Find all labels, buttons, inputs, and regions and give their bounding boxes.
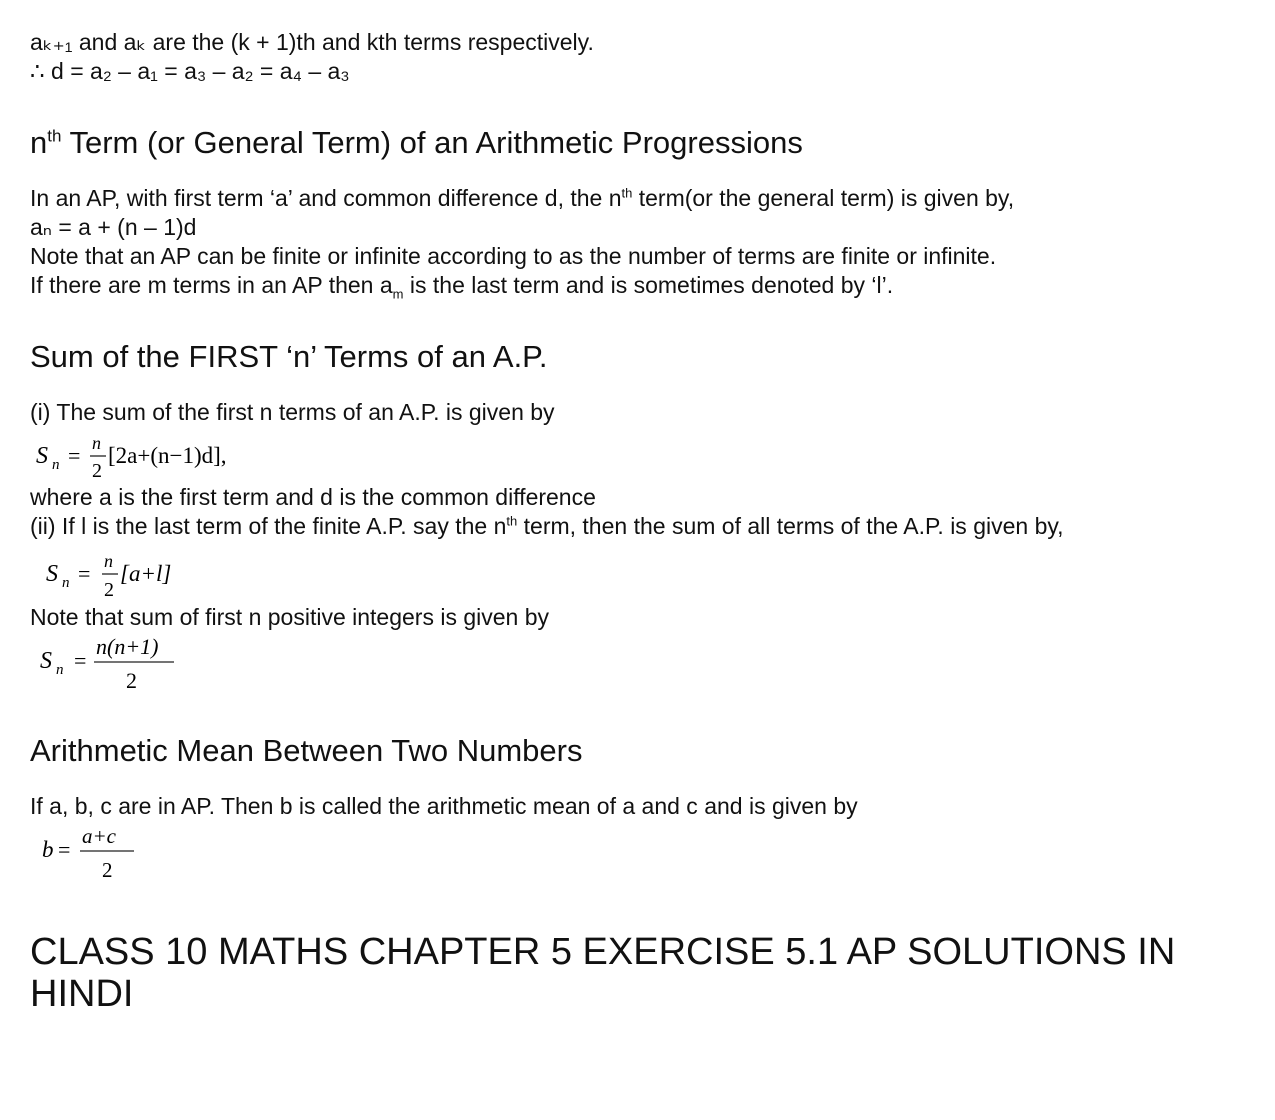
svg-text:2: 2: [102, 858, 113, 882]
svg-text:n: n: [104, 551, 113, 571]
intro-line-1: aₖ₊₁ and aₖ are the (k + 1)th and kth terms respectively.: [30, 29, 594, 55]
svg-text:b: b: [42, 837, 54, 862]
svg-text:S: S: [40, 648, 52, 674]
svg-text:=: =: [78, 561, 91, 586]
mean-formula: [30, 821, 1250, 887]
sum-formula-3: [30, 632, 1250, 698]
svg-text:=: =: [58, 837, 71, 862]
svg-text:n: n: [52, 457, 60, 473]
svg-text:[a+l]: [a+l]: [120, 561, 172, 586]
sum-heading: Sum of the FIRST ‘n’ Terms of an A.P.: [30, 339, 548, 374]
document-page: [30, 28, 1250, 1015]
svg-text:[2a+(n−1)d],: [2a+(n−1)d],: [108, 443, 227, 468]
sum-paragraph-3: (ii) If l is the last term of the finite A.P. say the $n^{th}$ term, then the sum of all terms of the A.P. is given by,: [30, 513, 1064, 539]
finite-infinite-note: Note that an AP can be finite or infinite according to as the number of terms are finite or infinite.: [30, 243, 997, 269]
sum-formula-2: [30, 541, 1250, 603]
sum-formula-1: [30, 427, 1250, 483]
last-term-note: If there are m terms in an AP then $a_m$ is the last term and is sometimes denoted by ‘l’.: [30, 272, 894, 302]
mean-paragraph: If a, b, c are in AP. Then b is called the arithmetic mean of a and c and is given by: [30, 793, 858, 819]
footer-heading: CLASS 10 MATHS CHAPTER 5 EXERCISE 5.1 AP SOLUTIONS IN HINDI: [30, 931, 1176, 1015]
nth-term-heading: $n^{th}$ Term (or General Term) of an Arithmetic Progressions: [30, 125, 803, 160]
svg-text:n(n+1): n(n+1): [96, 634, 159, 659]
sum-paragraph-4: Note that sum of first n positive integers is given by: [30, 604, 550, 630]
svg-text:a+c: a+c: [82, 824, 116, 848]
intro-line-2: ∴ d = a₂ – a₁ = a₃ – a₂ = a₄ – a₃: [30, 58, 350, 84]
svg-text:n: n: [62, 575, 70, 591]
svg-text:2: 2: [126, 668, 137, 693]
nth-term-formula: aₙ = a + (n – 1)d: [30, 214, 197, 240]
svg-text:2: 2: [92, 460, 102, 482]
sum-paragraph-2: where a is the first term and d is the common difference: [30, 484, 596, 510]
mean-heading: Arithmetic Mean Between Two Numbers: [30, 733, 583, 768]
svg-text:S: S: [36, 443, 48, 469]
svg-text:2: 2: [104, 579, 114, 601]
nth-term-paragraph: In an AP, with first term ‘a’ and common difference d, the $n^{th}$ term(or the general term) is given by,: [30, 185, 1015, 211]
svg-text:=: =: [74, 648, 87, 673]
svg-text:n: n: [56, 662, 64, 678]
svg-text:n: n: [92, 433, 101, 453]
svg-text:S: S: [46, 561, 58, 587]
sum-paragraph-1: (i) The sum of the first n terms of an A.P. is given by: [30, 399, 555, 425]
svg-text:=: =: [68, 443, 81, 468]
